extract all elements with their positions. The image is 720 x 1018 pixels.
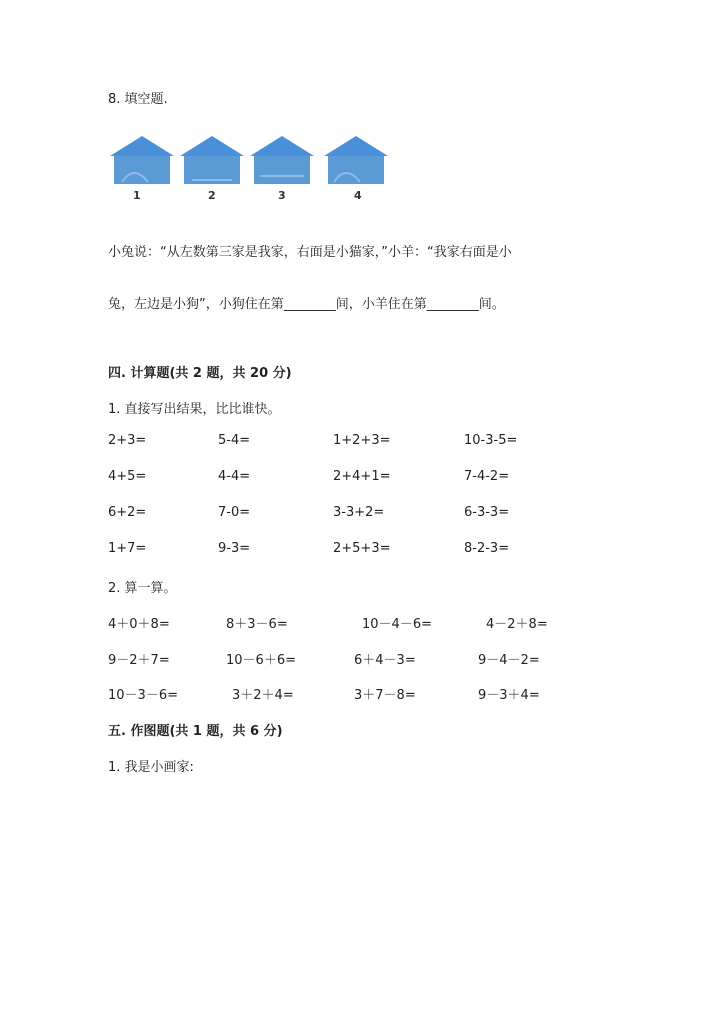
q1-r1-c1: 2+3= (108, 433, 147, 448)
q1-r1-c3: 1+2+3= (333, 433, 391, 448)
q2-r3-c4: 9－3＋4= (478, 688, 540, 703)
q1-r1-c2: 5-4= (218, 433, 251, 448)
q1-r3-c4: 6-3-3= (464, 505, 510, 520)
q2-r1-c2: 8＋3－6= (226, 617, 288, 632)
q1-r1-c4: 10-3-5= (464, 433, 518, 448)
house-label-4: 4 (354, 189, 362, 202)
house-4 (324, 136, 388, 184)
house-3 (250, 136, 314, 184)
house-label-1: 1 (133, 189, 141, 202)
q2-r3-c2: 3＋2＋4= (232, 688, 294, 703)
q2-r2-c2: 10－6＋6= (226, 653, 296, 668)
q1-r3-c1: 6+2= (108, 505, 147, 520)
section-4-heading: 四. 计算题(共 2 题，共 20 分) (108, 366, 292, 381)
q2-r1-c4: 4－2＋8= (486, 617, 548, 632)
q2-r2-c3: 6＋4－3= (354, 653, 416, 668)
section-5-q1-title: 1. 我是小画家: (108, 760, 194, 775)
houses-figure (108, 134, 398, 206)
house-1 (110, 136, 174, 184)
house-label-2: 2 (208, 189, 216, 202)
question-8-text-line-2: 兔，左边是小狗”，小狗住在第________间，小羊住在第________间。 (108, 297, 505, 312)
q1-r4-c2: 9-3= (218, 541, 251, 556)
section-4-q1-title: 1. 直接写出结果，比比谁快。 (108, 402, 281, 417)
q2-r2-c1: 9－2＋7= (108, 653, 170, 668)
q2-r3-c3: 3＋7－8= (354, 688, 416, 703)
q1-r2-c3: 2+4+1= (333, 469, 391, 484)
q2-r1-c1: 4＋0＋8= (108, 617, 170, 632)
q1-r3-c2: 7-0= (218, 505, 251, 520)
house-label-3: 3 (278, 189, 286, 202)
section-4-q2-title: 2. 算一算。 (108, 581, 177, 596)
q2-r1-c3: 10－4－6= (362, 617, 432, 632)
question-8-text-line-1: 小兔说：“从左数第三家是我家，右面是小猫家，”小羊：“我家右面是小 (108, 245, 512, 260)
house-2 (180, 136, 244, 184)
q1-r4-c1: 1+7= (108, 541, 147, 556)
q2-r3-c1: 10－3－6= (108, 688, 178, 703)
q1-r3-c3: 3-3+2= (333, 505, 385, 520)
q1-r2-c4: 7-4-2= (464, 469, 510, 484)
q2-r2-c4: 9－4－2= (478, 653, 540, 668)
q1-r4-c3: 2+5+3= (333, 541, 391, 556)
section-5-heading: 五. 作图题(共 1 题，共 6 分) (108, 724, 283, 739)
q1-r4-c4: 8-2-3= (464, 541, 510, 556)
question-8-title: 8. 填空题. (108, 92, 168, 107)
q1-r2-c2: 4-4= (218, 469, 251, 484)
q1-r2-c1: 4+5= (108, 469, 147, 484)
